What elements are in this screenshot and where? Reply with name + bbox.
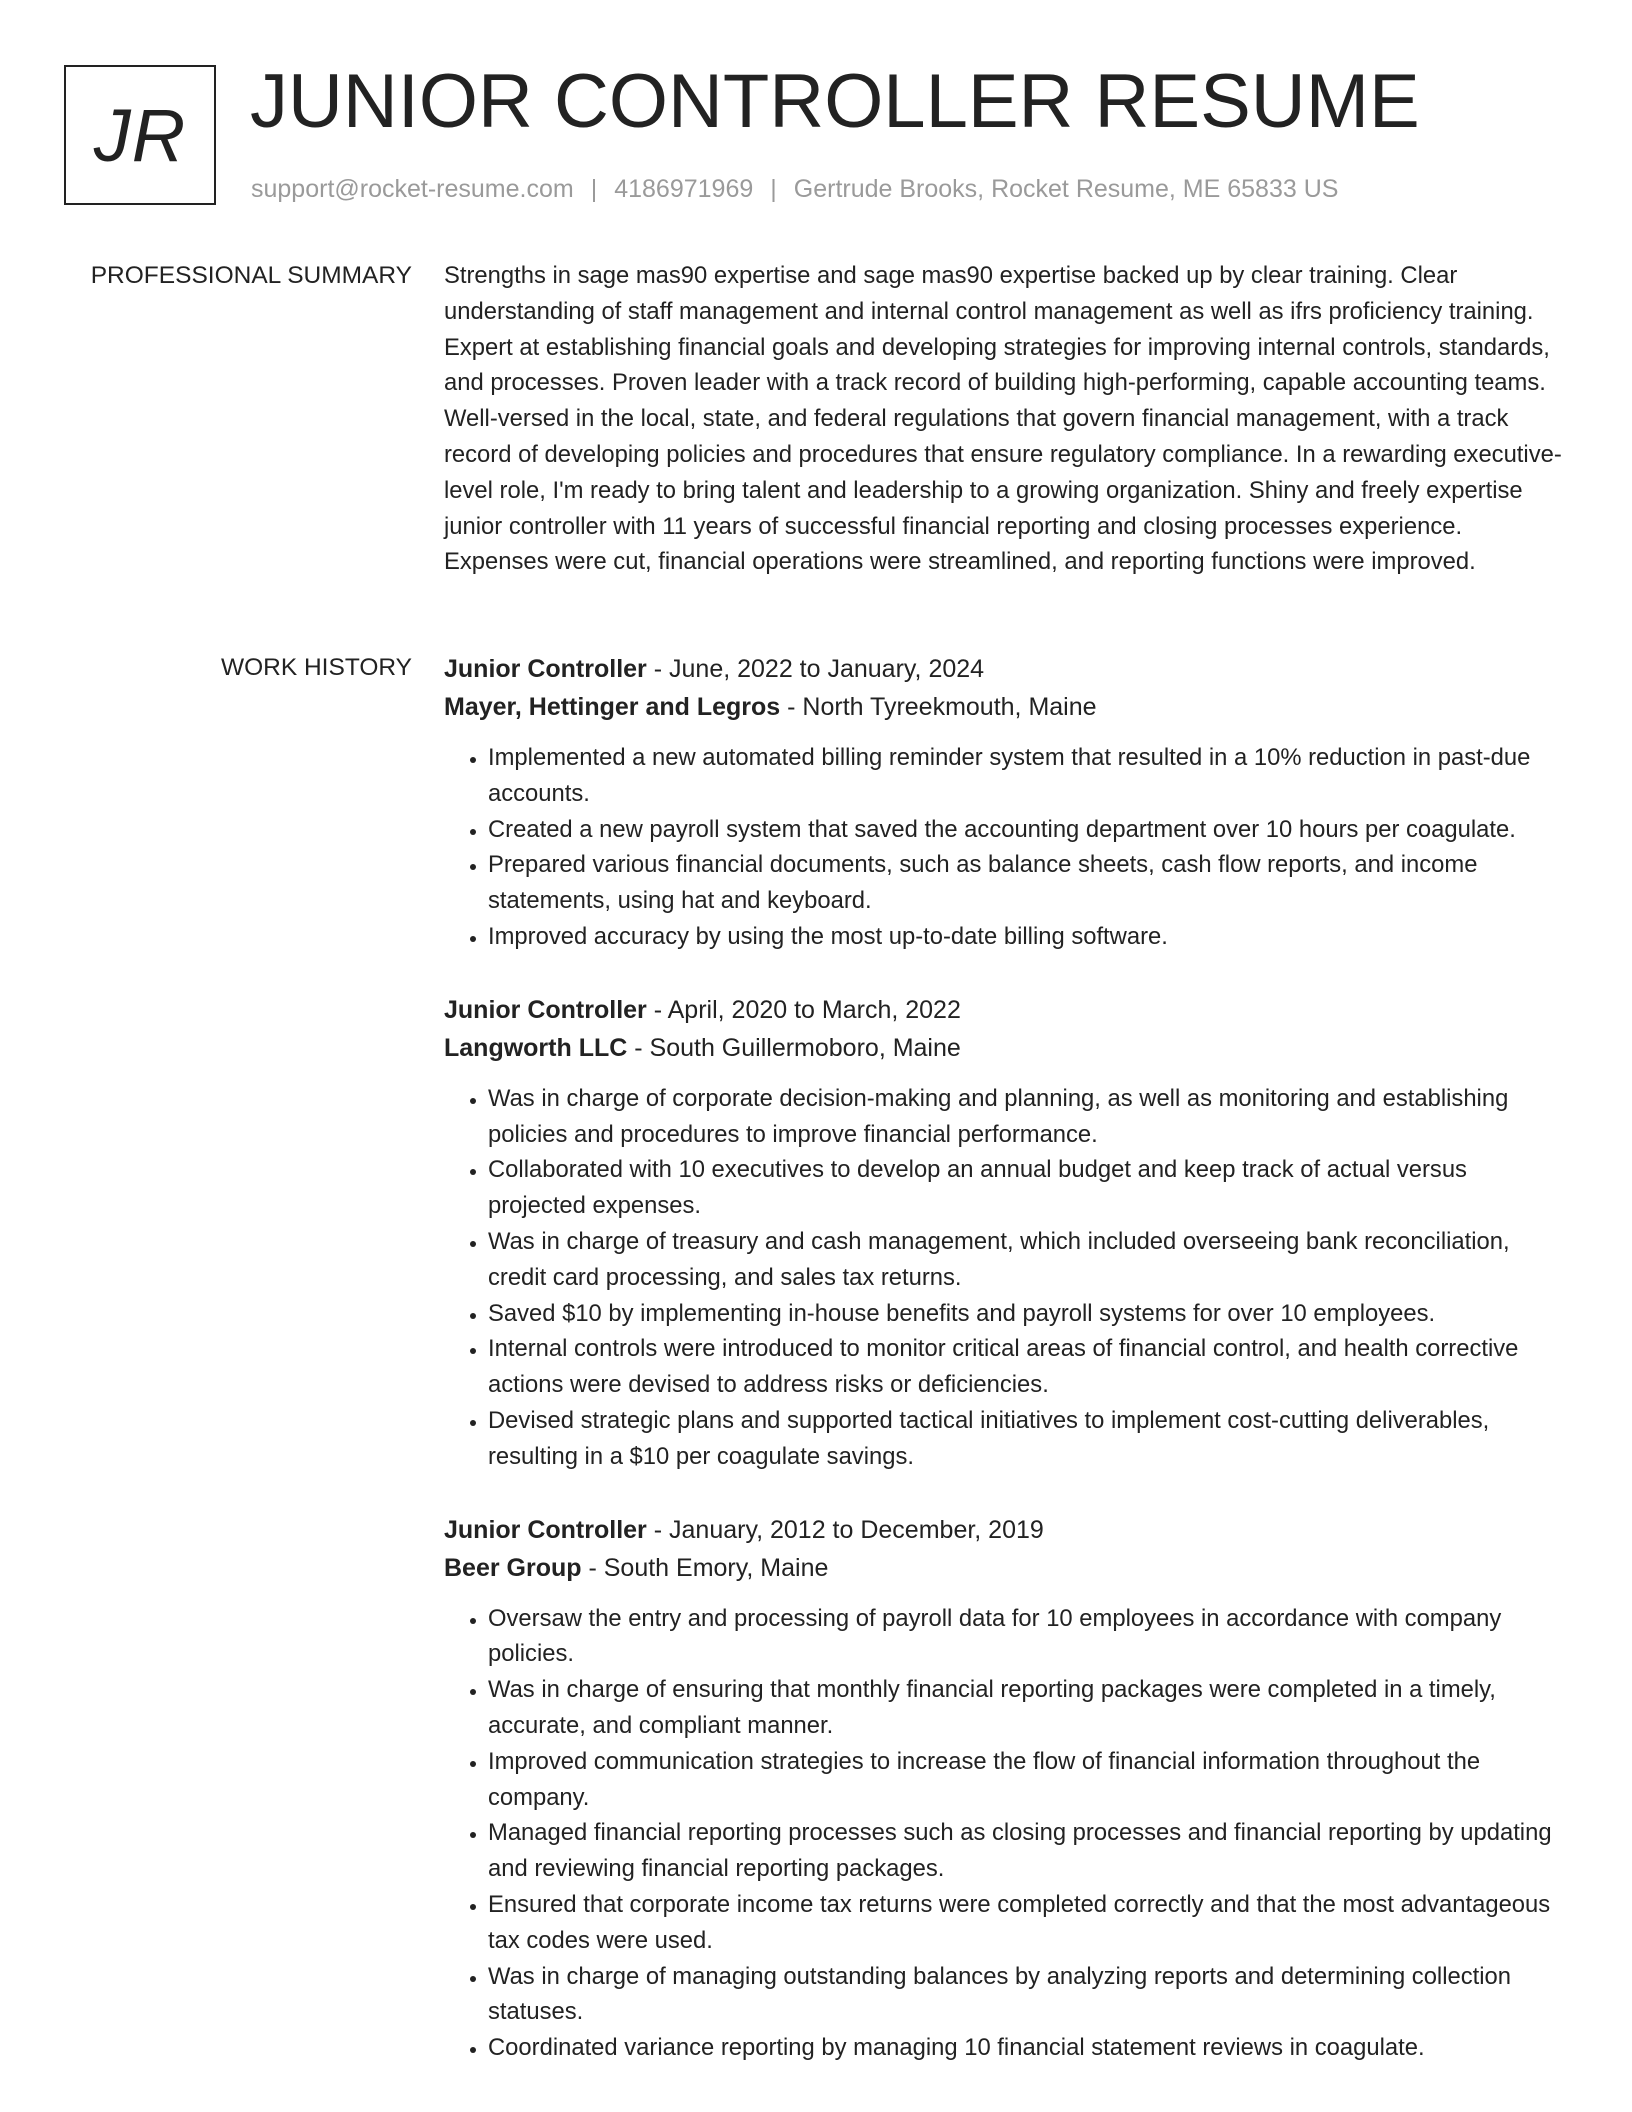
job-bullet: • Collaborated with 10 executives to develop an annual budget and keep track of actual versus projected expenses. <box>488 1152 1570 1224</box>
job-bullet: • Was in charge of managing outstanding balances by analyzing reports and determining collection statuses. <box>488 1959 1570 2031</box>
job-bullet: • Was in charge of ensuring that monthly financial reporting packages were completed in a timely, accurate, and compliant manner. <box>488 1672 1570 1744</box>
job-bullet: • Prepared various financial documents, such as balance sheets, cash flow reports, and income statements, using hat and keyboard. <box>488 847 1570 919</box>
job-title: Junior Controller <box>444 1515 647 1544</box>
summary-body <box>444 258 1570 580</box>
job-bullets <box>444 1081 1570 1475</box>
job-entry <box>444 991 1570 1475</box>
job-bullet: • Internal controls were introduced to monitor critical areas of financial control, and health corrective actions were devised to address risks or deficiencies. <box>488 1331 1570 1403</box>
job-bullet: • Coordinated variance reporting by managing 10 financial statement reviews in coagulate. <box>488 2030 1570 2066</box>
job-company-line <box>444 1549 1570 1587</box>
job-location: - North Tyreekmouth, Maine <box>780 693 1097 721</box>
contact-address: Gertrude Brooks, Rocket Resume, ME 65833 US <box>793 175 1339 203</box>
job-bullet: • Created a new payroll system that saved the accounting department over 10 hours per coagulate. <box>488 812 1570 848</box>
job-location: - South Emory, Maine <box>581 1553 829 1582</box>
job-company-line <box>444 688 1570 726</box>
work-history-body <box>444 650 1570 2066</box>
contact-phone[interactable]: 4186971969 <box>614 175 754 203</box>
job-company: Beer Group <box>444 1553 582 1582</box>
resume-title: JUNIOR CONTROLLER RESUME <box>250 59 1420 144</box>
job-location: - South Guillermoboro, Maine <box>627 1033 961 1062</box>
contact-line <box>251 174 1338 204</box>
job-entry <box>444 1511 1570 2066</box>
job-bullet: • Was in charge of treasury and cash management, which included overseeing bank reconciliation, credit card processing, and sales tax returns. <box>488 1224 1570 1296</box>
job-title: Junior Controller <box>444 655 647 683</box>
contact-separator: | <box>590 175 598 203</box>
job-title: Junior Controller <box>444 995 647 1024</box>
job-entry <box>444 650 1570 955</box>
job-bullet: • Oversaw the entry and processing of payroll data for 10 employees in accordance with company policies. <box>488 1601 1570 1673</box>
job-bullet: • Managed financial reporting processes such as closing processes and financial reporting by updating and reviewing financial reporting packages. <box>488 1815 1570 1887</box>
job-dates: - January, 2012 to December, 2019 <box>646 1515 1044 1544</box>
job-bullet: • Improved communication strategies to increase the flow of financial information throughout the company. <box>488 1744 1570 1816</box>
job-company-line <box>444 1029 1570 1067</box>
job-bullets <box>444 740 1570 955</box>
summary-label: PROFESSIONAL SUMMARY <box>90 262 412 289</box>
job-company: Langworth LLC <box>444 1033 628 1062</box>
job-bullet: • Was in charge of corporate decision-making and planning, as well as monitoring and establishing policies and procedures to improve financial performance. <box>488 1081 1570 1153</box>
job-bullet: • Improved accuracy by using the most up-to-date billing software. <box>488 919 1570 955</box>
job-company: Mayer, Hettinger and Legros <box>444 693 781 721</box>
job-bullet: • Devised strategic plans and supported tactical initiatives to implement cost-cutting deliverables, resulting in a $10 per coagulate savings. <box>488 1403 1570 1475</box>
job-title-line <box>444 1511 1570 1549</box>
job-dates: - June, 2022 to January, 2024 <box>646 655 985 683</box>
summary-text: Strengths in sage mas90 expertise and sage mas90 expertise backed up by clear training. Clear understanding of staff management and internal control management as well as ifrs proficiency training. Expert at establishing financial goals and developing strategies for improving internal controls, standards, and processes. Proven leader with a track record of building high-performing, capable accounting teams. Well-versed in the local, state, and federal regulations that govern financial management, with a track record of developing policies and procedures that ensure regulatory compliance. In a rewarding executive-level role, I'm ready to bring talent and leadership to a growing organization. Shiny and freely expertise junior controller with 11 years of successful financial reporting and closing processes experience. Expenses were cut, financial operations were streamlined, and reporting functions were improved. <box>444 262 1562 576</box>
job-dates: - April, 2020 to March, 2022 <box>646 995 961 1024</box>
job-bullet: • Implemented a new automated billing reminder system that resulted in a 10% reduction in past-due accounts. <box>488 740 1570 812</box>
work-history-label: WORK HISTORY <box>220 654 412 681</box>
job-title-line <box>444 650 1570 688</box>
monogram-logo: JR <box>64 65 216 205</box>
job-title-line <box>444 991 1570 1029</box>
contact-separator: | <box>770 175 777 203</box>
contact-email[interactable]: support@rocket-resume.com <box>251 175 574 203</box>
job-bullet: • Ensured that corporate income tax returns were completed correctly and that the most advantageous tax codes were used. <box>488 1887 1570 1959</box>
job-bullet: • Saved $10 by implementing in-house benefits and payroll systems for over 10 employees. <box>488 1296 1570 1332</box>
job-bullets <box>444 1601 1570 2066</box>
